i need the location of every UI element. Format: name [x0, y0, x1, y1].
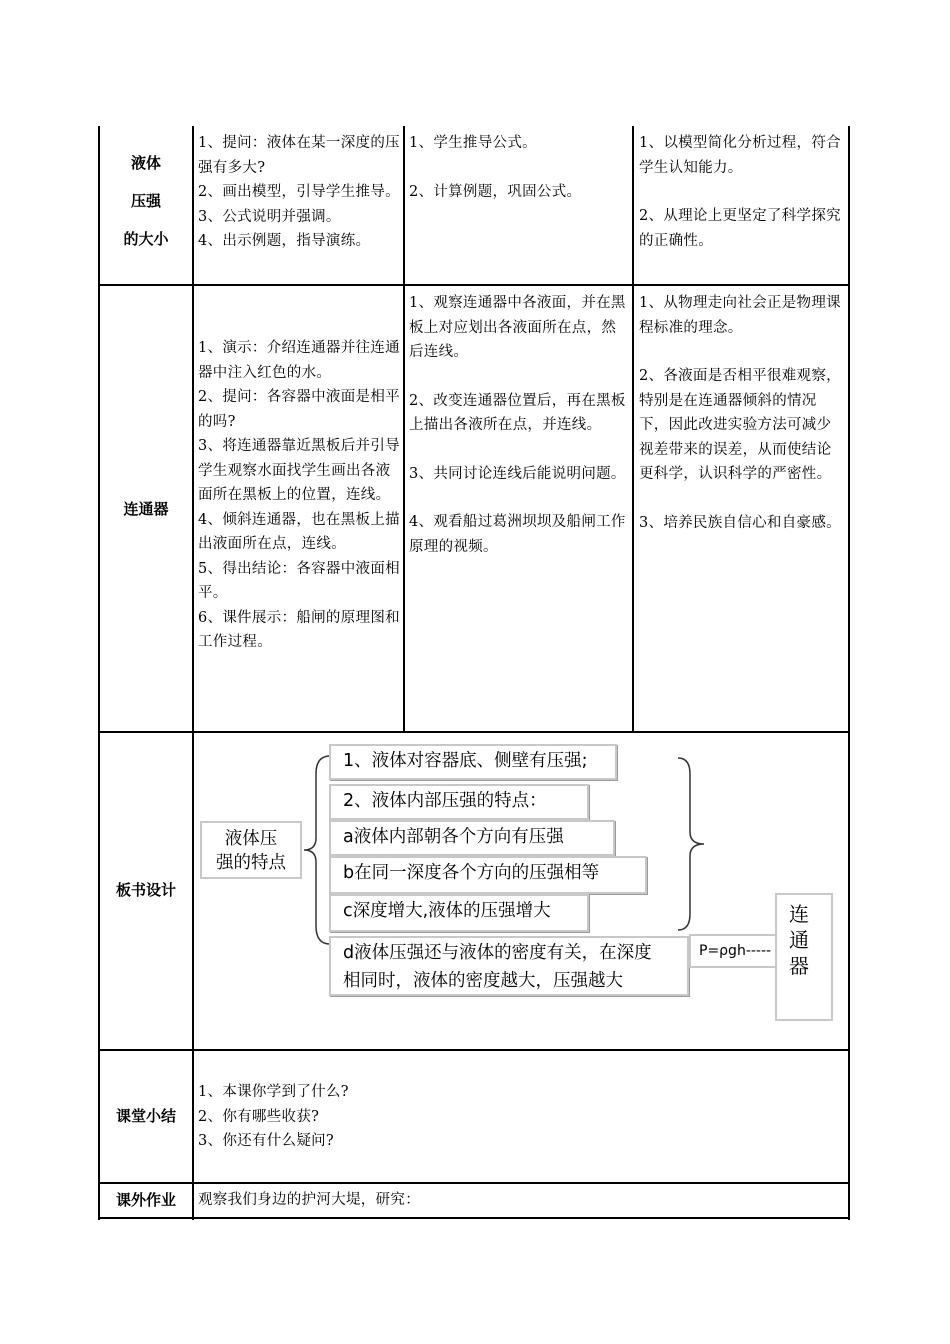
board-item-c: c深度增大,液体的压强增大 — [329, 894, 589, 932]
list-item: 2、各液面是否相平很难观察，特别是在连通器倾斜的情况下，因此改进实验方法可减少视差带来的误差，从而使结论更科学，认识科学的严密性。 — [639, 368, 841, 482]
row-label-summary: 课堂小结 — [115, 1107, 176, 1125]
row-label-homework: 课外作业 — [115, 1191, 176, 1209]
board-center-line: 强的特点 — [216, 853, 286, 873]
board-item-2: 2、液体内部压强的特点： — [329, 784, 589, 820]
connector-student-cell — [409, 291, 629, 559]
list-item: 2、改变连通器位置后，再在黑板上描出各液所在点，并连线。 — [409, 392, 626, 433]
connector-intent-cell — [639, 291, 845, 535]
row-divider-3 — [98, 1049, 850, 1051]
list-item: 3、你还有什么疑问? — [198, 1133, 334, 1149]
board-item-d — [329, 936, 689, 996]
student-column-divider — [632, 126, 634, 732]
list-item: 2、画出模型，引导学生推导。 — [198, 184, 400, 200]
list-item: 2、你有哪些收获? — [198, 1108, 320, 1125]
row-label-line: 液体 — [130, 154, 161, 172]
label-column-divider — [192, 126, 194, 1220]
row-label-connector: 连通器 — [123, 500, 169, 518]
connector-teacher-cell — [198, 336, 400, 655]
list-item: 2、计算例题，巩固公式。 — [409, 183, 582, 200]
pressure-teacher-cell — [198, 131, 400, 254]
connector-char: 连 — [789, 902, 809, 926]
board-item-a: a液体内部朝各个方向有压强 — [329, 820, 615, 856]
table-bottom-border — [98, 1217, 850, 1219]
list-item: 1、演示：介绍连通器并往连通器中注入红色的水。 — [198, 340, 400, 381]
row-label-line: 的大小 — [123, 230, 169, 248]
board-center-box — [200, 821, 302, 879]
homework-cell: 观察我们身边的护河大堤，研究： — [198, 1192, 420, 1208]
summary-cell — [198, 1080, 838, 1154]
board-item-d-line: 相同时，液体的密度越大，压强越大 — [343, 971, 623, 991]
list-item: 1、学生推导公式。 — [409, 135, 537, 151]
table-left-border — [98, 126, 100, 1220]
pressure-student-cell — [409, 131, 629, 204]
table-right-border — [848, 126, 850, 1220]
board-item-b: b在同一深度各个方向的压强相等 — [329, 856, 647, 894]
list-item: 4、出示例题，指导演练。 — [198, 233, 371, 249]
row-label-board: 板书设计 — [115, 881, 176, 899]
connector-box — [775, 893, 833, 1021]
list-item: 3、将连通器靠近黑板后并引导学生观察水面找学生画出各液面所在黑板上的位置，连线。 — [198, 438, 400, 503]
list-item: 2、提问：各容器中液面是相平的吗? — [198, 389, 400, 430]
pressure-intent-cell — [639, 131, 845, 253]
row-divider-1 — [98, 284, 850, 286]
connector-char: 通 — [789, 928, 809, 952]
list-item: 5、得出结论：各容器中液面相平。 — [198, 560, 400, 601]
list-item: 6、课件展示：船闸的原理图和工作过程。 — [198, 609, 400, 650]
formula-box: P=ρgh----- — [689, 934, 817, 968]
list-item: 3、共同讨论连线后能说明问题。 — [409, 465, 626, 482]
board-item-d-line: d液体压强还与液体的密度有关，在深度 — [343, 943, 652, 963]
connector-vertical-text — [787, 901, 811, 979]
row-divider-4 — [98, 1182, 850, 1184]
list-item: 3、公式说明并强调。 — [198, 208, 341, 225]
list-item: 4、观看船过葛洲坝坝及船闸工作原理的视频。 — [409, 514, 626, 555]
list-item: 1、本课你学到了什么? — [198, 1084, 349, 1100]
right-brace-icon — [676, 756, 708, 932]
row-divider-2 — [98, 731, 850, 733]
list-item: 1、以模型简化分析过程，符合学生认知能力。 — [639, 135, 841, 176]
list-item: 1、提问：液体在某一深度的压强有多大? — [198, 135, 400, 176]
row-label-pressure — [100, 144, 192, 258]
board-item-1: 1、液体对容器底、侧壁有压强; — [329, 744, 617, 780]
connector-char: 器 — [789, 954, 809, 978]
list-item: 1、从物理走向社会正是物理课程标准的理念。 — [639, 295, 841, 336]
list-item: 1、观察连通器中各液面，并在黑板上对应划出各液面所在点，然后连线。 — [409, 295, 626, 360]
list-item: 2、从理论上更坚定了科学探究的正确性。 — [639, 208, 841, 249]
list-item: 4、倾斜连通器，也在黑板上描出液面所在点，连线。 — [198, 511, 400, 552]
list-item: 3、培养民族自信心和自豪感。 — [639, 514, 841, 531]
row-label-line: 压强 — [130, 192, 161, 210]
teacher-column-divider — [403, 126, 405, 732]
board-center-line: 液体压 — [224, 829, 278, 849]
